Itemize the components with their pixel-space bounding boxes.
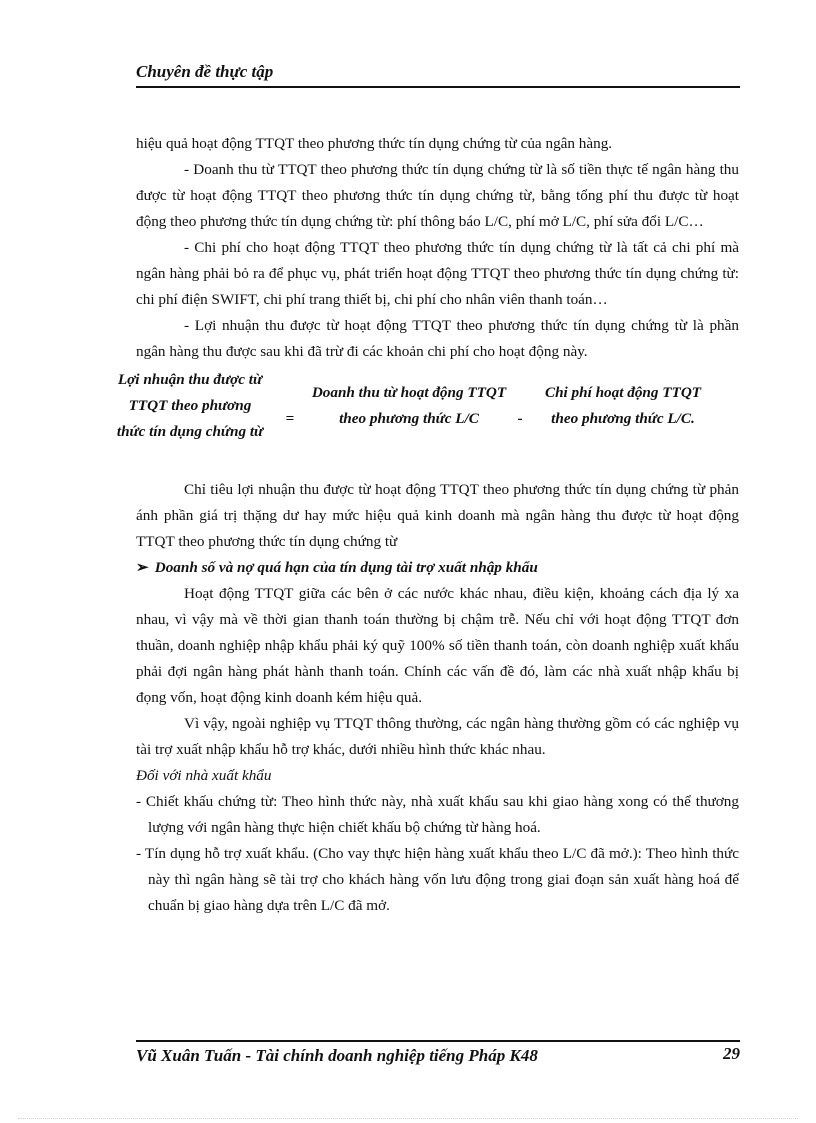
footer-rule (136, 1040, 740, 1042)
page-number: 29 (723, 1044, 740, 1063)
list-item-export-credit: - Tín dụng hỗ trợ xuất khẩu. (Cho vay thực hiện hàng xuất khẩu theo L/C đã mở.): Theo hình thức này thì ngân hàng sẽ tài trợ cho khách hàng vốn lưu động trong giai đoạn sản xuất hàng hoá để chuẩn bị giao hàng dựa trên L/C đã mở. (136, 845, 739, 914)
formula-minus-sign: - (517, 410, 523, 427)
paragraph-ttqt-activity: Hoạt động TTQT giữa các bên ở các nước khác nhau, điều kiện, khoảng cách địa lý xa nhau, vì vậy mà về thời gian thanh toán thường bị chậm trễ. Nếu chỉ với hoạt động TTQT đơn thuần, doanh nghiệp nhập khẩu phải ký quỹ 100% số tiền thanh toán, còn doanh nghiệp xuất khẩu phải đợi ngân hàng phát hành thanh toán. Chính các vấn đề đó, làm các nhà xuất nhập khẩu bị đọng vốn, hoạt động kinh doanh kém hiệu quả. (136, 585, 739, 706)
paragraph-continuation: hiệu quả hoạt động TTQT theo phương thức tín dụng chứng từ của ngân hàng. (136, 135, 613, 152)
profit-formula (114, 367, 739, 475)
paragraph-profit: - Lợi nhuận thu được từ hoạt động TTQT theo phương thức tín dụng chứng từ là phần ngân hàng thu được sau khi đã trừ đi các khoản chi phí cho hoạt động này. (136, 317, 739, 360)
header-rule (136, 86, 740, 88)
list-item-document-discount: - Chiết khấu chứng từ: Theo hình thức này, nhà xuất khẩu sau khi giao hàng xong có thể thương lượng với ngân hàng thực hiện chiết khấu bộ chứng từ hàng hoá. (136, 793, 739, 836)
document-body (116, 131, 739, 919)
footer-author-course: Vũ Xuân Tuấn - Tài chính doanh nghiệp tiếng Pháp K48 (136, 1046, 538, 1065)
paragraph-trade-finance: Vì vậy, ngoài nghiệp vụ TTQT thông thường, các ngân hàng thường gồm có các nghiệp vụ tài trợ xuất nhập khẩu hỗ trợ khác, dưới nhiều hình thức khác nhau. (136, 715, 739, 758)
formula-cost-term: Chi phí hoạt động TTQT theo phương thức L/C. (544, 384, 702, 427)
formula-equals-sign: = (285, 410, 295, 427)
section-heading (136, 555, 739, 581)
section-heading-text: Doanh số và nợ quá hạn của tín dụng tài trợ xuất nhập khẩu (154, 559, 538, 576)
bottom-dotted-border (18, 1118, 798, 1119)
exporter-subheading: Đối với nhà xuất khẩu (136, 767, 272, 784)
formula-revenue-term: Doanh thu từ hoạt động TTQT theo phương thức L/C (311, 384, 507, 427)
arrow-bullet-icon: ➢ (136, 559, 149, 576)
paragraph-profit-indicator: Chỉ tiêu lợi nhuận thu được từ hoạt động TTQT theo phương thức tín dụng chứng từ phản ánh phần giá trị thặng dư hay mức hiệu quả kinh doanh mà ngân hàng thu được từ hoạt động TTQT theo phương thức tín dụng chứng từ (136, 481, 739, 550)
formula-left-term: Lợi nhuận thu được từ TTQT theo phương thức tín dụng chứng từ (116, 371, 264, 440)
paragraph-revenue: - Doanh thu từ TTQT theo phương thức tín dụng chứng từ là số tiền thực tế ngân hàng thu được từ hoạt động TTQT theo phương thức tín dụng chứng từ, bằng tổng phí thu được từ hoạt động theo phương thức tín dụng chứng từ: phí thông báo L/C, phí mở L/C, phí sửa đổi L/C… (136, 161, 739, 230)
page-header-title: Chuyên đề thực tập (136, 62, 274, 81)
paragraph-costs: - Chi phí cho hoạt động TTQT theo phương thức tín dụng chứng từ là tất cả chi phí mà ngân hàng phải bỏ ra để phục vụ, phát triển hoạt động TTQT theo phương thức tín dụng chứng từ: chi phí điện SWIFT, chi phí trang thiết bị, chi phí cho nhân viên thanh toán… (136, 239, 739, 308)
